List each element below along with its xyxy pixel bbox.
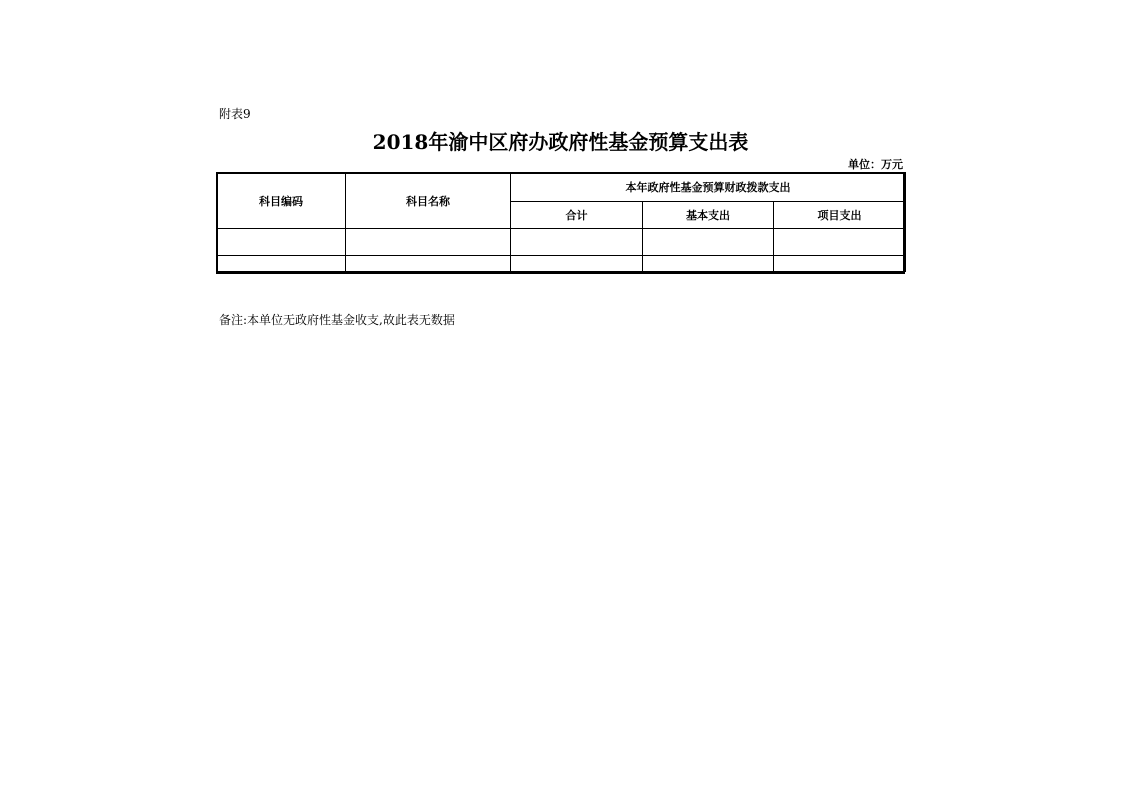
table-row	[217, 229, 906, 256]
attachment-label: 附表9	[219, 107, 251, 121]
table-cell	[774, 229, 906, 256]
table-cell	[346, 229, 511, 256]
unit-label: 单位：万元	[848, 158, 903, 171]
table-row	[217, 256, 906, 272]
table-cell	[217, 229, 346, 256]
budget-table	[216, 172, 906, 272]
header-fund-expenditure-group: 本年政府性基金预算财政拨款支出	[511, 173, 906, 202]
table-cell	[643, 256, 774, 272]
table-cell	[511, 229, 643, 256]
header-project-expenditure: 项目支出	[774, 202, 906, 229]
header-total: 合计	[511, 202, 643, 229]
page-title: 2018年渝中区府办政府性基金预算支出表	[372, 130, 749, 154]
header-subject-name: 科目名称	[346, 173, 511, 229]
table-cell	[217, 256, 346, 272]
table-cell	[774, 256, 906, 272]
table-cell	[511, 256, 643, 272]
table-header	[217, 173, 906, 229]
table-body	[217, 229, 906, 272]
header-basic-expenditure: 基本支出	[643, 202, 774, 229]
table-cell	[643, 229, 774, 256]
header-subject-code: 科目编码	[217, 173, 346, 229]
table-cell	[346, 256, 511, 272]
remark-note: 备注:本单位无政府性基金收支,故此表无数据	[219, 313, 455, 327]
